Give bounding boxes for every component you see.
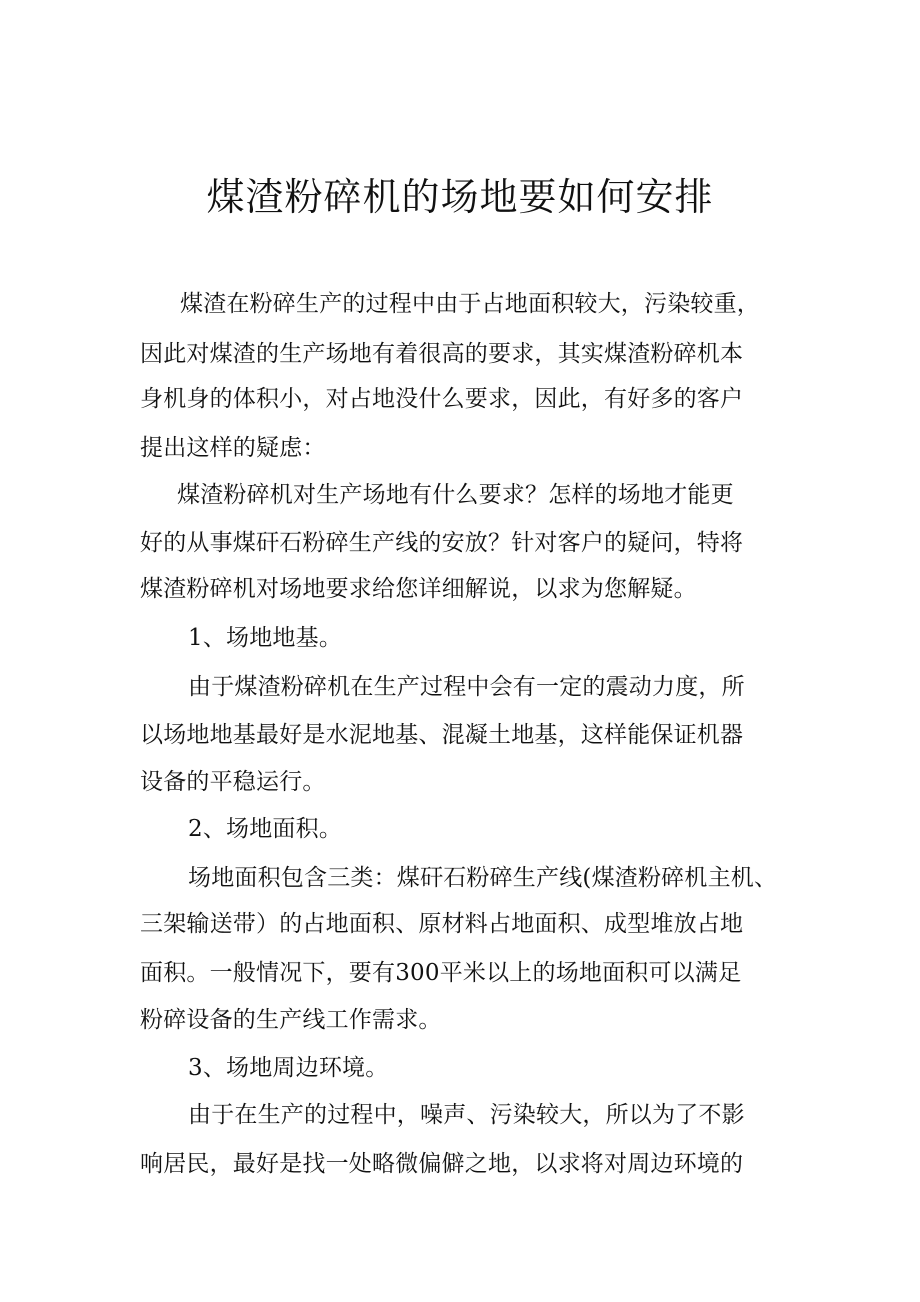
paragraph-line: 煤渣粉碎机对生产场地有什么要求？怎样的场地才能更 xyxy=(177,482,734,508)
paragraph-line: 面积。一般情况下，要有300平米以上的场地面积可以满足 xyxy=(140,960,742,986)
paragraph-line: 提出这样的疑虑： xyxy=(140,435,326,461)
paragraph-line: 好的从事煤矸石粉碎生产线的安放？针对客户的疑问，特将 xyxy=(140,530,744,556)
section-heading: 2、场地面积。 xyxy=(188,816,343,842)
paragraph-line: 粉碎设备的生产线工作需求。 xyxy=(140,1007,442,1033)
section-heading: 1、场地地基。 xyxy=(188,625,343,651)
paragraph-line: 煤渣在粉碎生产的过程中由于占地面积较大，污染较重， xyxy=(180,291,760,317)
document-title: 煤渣粉碎机的场地要如何安排 xyxy=(206,175,714,219)
paragraph-line: 以场地地基最好是水泥地基、混凝土地基，这样能保证机器 xyxy=(140,722,744,748)
paragraph-line: 场地面积包含三类：煤矸石粉碎生产线(煤渣粉碎机主机、 xyxy=(188,865,778,891)
paragraph-line: 由于在生产的过程中，噪声、污染较大，所以为了不影 xyxy=(188,1102,745,1128)
paragraph-line: 身机身的体积小，对占地没什么要求，因此，有好多的客户 xyxy=(140,386,744,412)
paragraph-line: 三架输送带）的占地面积、原材料占地面积、成型堆放占地 xyxy=(140,911,744,937)
paragraph-line: 设备的平稳运行。 xyxy=(140,769,326,795)
paragraph-line: 由于煤渣粉碎机在生产过程中会有一定的震动力度，所 xyxy=(188,674,745,700)
section-heading: 3、场地周边环境。 xyxy=(188,1055,389,1081)
paragraph-line: 因此对煤渣的生产场地有着很高的要求，其实煤渣粉碎机本 xyxy=(140,341,744,367)
paragraph-line: 煤渣粉碎机对场地要求给您详细解说，以求为您解疑。 xyxy=(140,576,697,602)
paragraph-line: 响居民，最好是找一处略微偏僻之地，以求将对周边环境的 xyxy=(140,1151,744,1177)
